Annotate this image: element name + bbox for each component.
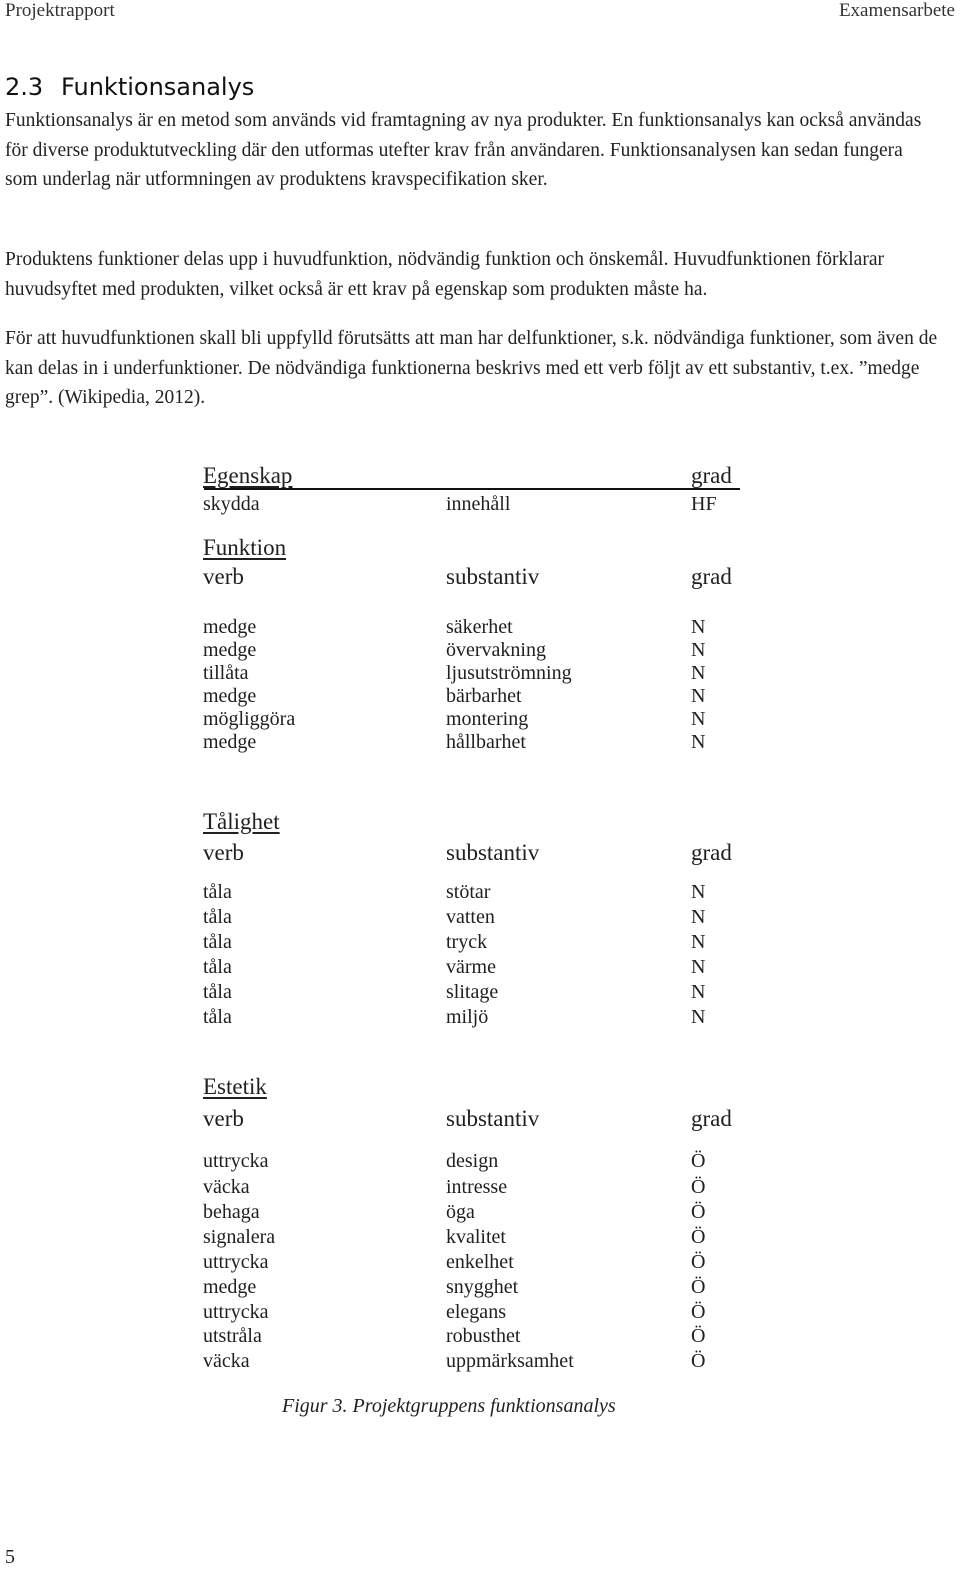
funktion-row-grad: N [691,708,706,730]
talighet-row-grad: N [691,956,706,978]
funktion-row-grad: N [691,616,706,638]
estetik-row-verb: väcka [203,1350,250,1372]
estetik-row-noun: robusthet [446,1325,521,1347]
talighet-row-verb: tåla [203,1006,232,1028]
estetik-row-verb: uttrycka [203,1150,269,1172]
section-title-estetik: Estetik [203,1074,267,1099]
funktion-row-noun: bärbarhet [446,685,522,707]
funktion-grad-header: grad [691,564,732,589]
paragraph-3: För att huvudfunktionen skall bli uppfylld förutsätts att man har delfunktioner, s.k. nödvändiga funktioner, som även de kan delas in i underfunktioner. De nödvändiga funktionerna beskrivs med ett verb följt av ett substantiv, t.ex. ”medge grep”. (Wikipedia, 2012). [5,328,938,408]
egenskap-grad-label: grad [691,463,732,488]
talighet-grad-header: grad [691,840,732,865]
section-title-funktion: Funktion [203,535,287,560]
egenskap-noun: innehåll [446,493,511,515]
estetik-row-noun: intresse [446,1176,508,1198]
talighet-row-verb: tåla [203,906,232,928]
talighet-row-grad: N [691,981,706,1003]
funktion-row-noun: hållbarhet [446,731,526,753]
talighet-row-noun: tryck [446,931,488,953]
egenskap-title: Egenskap [203,463,293,488]
talighet-row-noun: miljö [446,1006,489,1028]
figure-caption: Figur 3. Projektgruppens funktionsanalys [282,1395,616,1417]
talighet-row-noun: slitage [446,981,499,1003]
talighet-row-verb: tåla [203,881,232,903]
talighet-row-grad: N [691,931,706,953]
estetik-row-noun: kvalitet [446,1226,506,1248]
estetik-row-grad: Ö [691,1176,706,1198]
estetik-row-verb: medge [203,1276,257,1298]
funktion-verb-header: verb [203,564,244,589]
funktion-row-verb: mögliggöra [203,708,296,730]
estetik-row-verb: uttrycka [203,1251,269,1273]
talighet-row-verb: tåla [203,931,232,953]
funktion-row-grad: N [691,639,706,661]
estetik-row-grad: Ö [691,1301,706,1323]
talighet-row-grad: N [691,1006,706,1028]
estetik-grad-header: grad [691,1106,732,1131]
estetik-noun-header: substantiv [446,1106,540,1131]
estetik-row-noun: öga [446,1201,475,1223]
funktion-row-verb: medge [203,685,257,707]
estetik-row-verb: signalera [203,1226,276,1248]
funktion-row-verb: medge [203,616,257,638]
talighet-verb-header: verb [203,840,244,865]
funktion-row-verb: medge [203,731,257,753]
talighet-row-grad: N [691,906,706,928]
section-number: 2.3 [5,73,44,101]
funktion-row-noun: montering [446,708,529,730]
funktion-row-noun: ljusutströmning [446,662,572,684]
estetik-row-verb: utstråla [203,1325,262,1347]
section-title-talighet: Tålighet [203,809,280,834]
funktion-noun-header: substantiv [446,564,540,589]
talighet-row-noun: värme [446,956,496,978]
funktion-row-grad: N [691,662,706,684]
estetik-row-noun: elegans [446,1301,506,1323]
funktion-row-noun: säkerhet [446,616,513,638]
estetik-row-grad: Ö [691,1350,706,1372]
header-right-title: Examensarbete [838,0,955,21]
talighet-row-noun: vatten [446,906,495,928]
estetik-row-grad: Ö [691,1201,706,1223]
egenskap-grad: HF [691,493,717,515]
estetik-verb-header: verb [203,1106,244,1131]
estetik-row-grad: Ö [691,1276,706,1298]
funktion-row-grad: N [691,685,706,707]
estetik-row-verb: uttrycka [203,1301,269,1323]
paragraph-2: Produktens funktioner delas upp i huvudfunktion, nödvändig funktion och önskemål. Huvudfunktionen förklarar huvudsyftet med produkten, vilket också är ett krav på egenskap som produkten måste ha. [5,249,884,300]
estetik-row-verb: behaga [203,1201,260,1223]
funktion-row-verb: medge [203,639,257,661]
estetik-row-noun: uppmärksamhet [446,1350,574,1372]
header-left-title: Projektrapport [5,0,115,21]
funktion-row-grad: N [691,731,706,753]
paragraph-1: Funktionsanalys är en metod som används vid framtagning av nya produkter. En funktionsanalys kan också användas för diverse produktutveckling där den utformas utefter krav från användaren. Funktionsanalysen kan sedan fungera som underlag när utformningen av produktens kravspecifikation sker. [5,110,922,190]
egenskap-verb: skydda [203,493,260,515]
estetik-row-grad: Ö [691,1251,706,1273]
talighet-noun-header: substantiv [446,840,540,865]
egenskap-underline [204,488,740,490]
funktion-row-verb: tillåta [203,662,249,684]
talighet-row-grad: N [691,881,706,903]
estetik-row-grad: Ö [691,1226,706,1248]
talighet-row-verb: tåla [203,981,232,1003]
estetik-row-noun: snygghet [446,1276,519,1298]
section-title: Funktionsanalys [61,73,255,101]
estetik-row-grad: Ö [691,1325,706,1347]
talighet-row-verb: tåla [203,956,232,978]
estetik-row-noun: enkelhet [446,1251,514,1273]
estetik-row-verb: väcka [203,1176,250,1198]
funktion-row-noun: övervakning [446,639,546,661]
talighet-row-noun: stötar [446,881,491,903]
page-number: 5 [5,1546,15,1568]
estetik-row-grad: Ö [691,1150,706,1172]
estetik-row-noun: design [446,1150,499,1172]
